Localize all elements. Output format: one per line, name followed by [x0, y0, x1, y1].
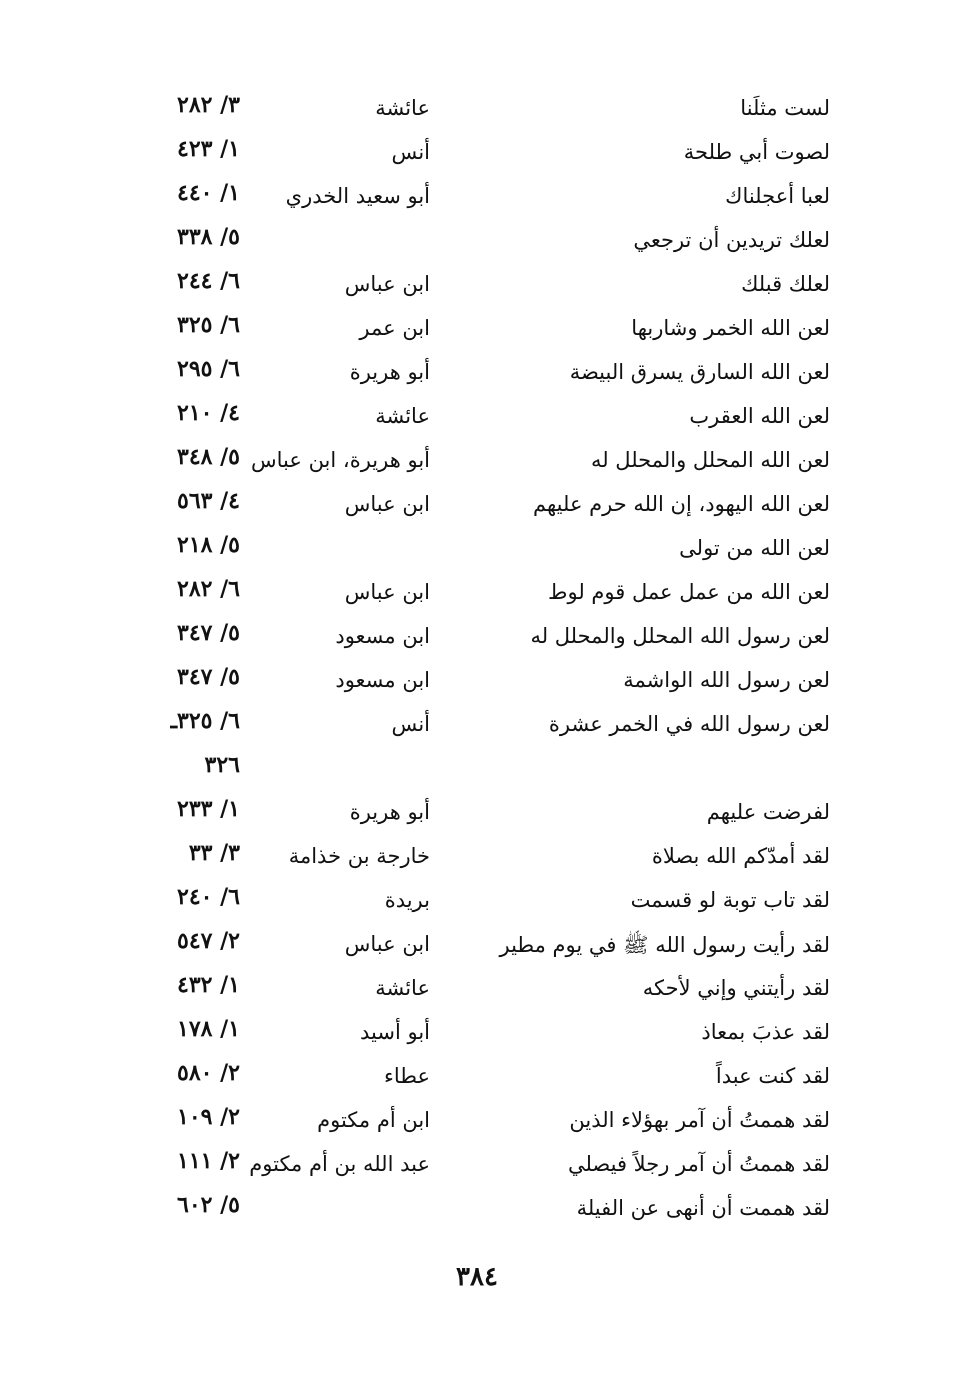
- volume-page-reference: ١/ ٤٣٢: [177, 972, 240, 998]
- hadith-text: لقد رأيت رسول الله ﷺ في يوم مطير: [499, 933, 830, 957]
- narrator-name: عائشة: [375, 96, 430, 120]
- hadith-text: لعن الله اليهود، إن الله حرم عليهم: [533, 492, 830, 516]
- index-row: [120, 1104, 840, 1148]
- volume-page-reference: ٥/ ٣٤٧: [177, 620, 240, 646]
- hadith-text: لفرضت عليهم: [706, 800, 830, 824]
- hadith-text: لعن الله المحلل والمحلل له: [590, 448, 830, 472]
- index-row: [120, 180, 840, 224]
- narrator-name: عطاء: [383, 1064, 430, 1088]
- index-row: [120, 136, 840, 180]
- index-row: [120, 1060, 840, 1104]
- narrator-name: عبد الله بن أم مكتوم: [249, 1152, 430, 1176]
- hadith-text: لصوت أبي طلحة: [683, 140, 830, 164]
- narrator-name: أبو هريرة، ابن عباس: [251, 448, 430, 472]
- narrator-name: خارجة بن خذامة: [288, 844, 430, 868]
- hadith-text: لقد رأيتني وإني لأحكه: [642, 976, 830, 1000]
- volume-page-reference: ٤/ ٢١٠: [177, 400, 240, 426]
- hadith-text: لعن الله العقرب: [689, 404, 830, 428]
- hadith-text: لعن الله من عمل عمل قوم لوط: [548, 580, 830, 604]
- hadith-text: لعلك قبلك: [741, 272, 830, 296]
- hadith-index-list: [120, 92, 840, 1236]
- volume-page-reference: ٣/ ٢٨٢: [177, 92, 240, 118]
- narrator-name: ابن أم مكتوم: [317, 1108, 430, 1132]
- index-row: [120, 268, 840, 312]
- volume-page-reference: ١/ ٢٣٣: [177, 796, 240, 822]
- narrator-name: بريدة: [384, 888, 430, 912]
- narrator-name: ابن عباس: [344, 932, 430, 956]
- hadith-text: لعن رسول الله المحلل والمحلل له: [530, 624, 830, 648]
- hadith-text: لقد هممتُ أن آمر رجلاً فيصلي: [567, 1152, 830, 1176]
- hadith-text: لعبا أعجلناك: [725, 184, 830, 208]
- narrator-name: أنس: [391, 712, 430, 736]
- volume-page-reference: ٢/ ٥٤٧: [177, 928, 240, 954]
- index-row: [120, 1192, 840, 1236]
- narrator-name: أبو هريرة: [349, 800, 430, 824]
- hadith-text: لعلك تريدين أن ترجعي: [633, 228, 830, 252]
- index-row: [120, 224, 840, 268]
- hadith-text: لقد عذبَ بمعاذ: [701, 1020, 830, 1044]
- narrator-name: ابن عمر: [359, 316, 430, 340]
- volume-page-reference: ٥/ ٣٣٨: [177, 224, 240, 250]
- hadith-text: لقد تاب توبة لو قسمت: [630, 888, 830, 912]
- volume-page-reference: ٥/ ٦٠٢: [177, 1192, 240, 1218]
- index-row: [120, 796, 840, 840]
- index-row: [120, 488, 840, 532]
- volume-page-reference: ٢/ ٥٨٠: [177, 1060, 240, 1086]
- index-row: [120, 312, 840, 356]
- volume-page-reference: ٦/ ٢٩٥: [177, 356, 240, 382]
- hadith-text: لست مثلَنا: [740, 96, 830, 120]
- volume-page-reference: ٢/ ١٠٩: [177, 1104, 240, 1130]
- narrator-name: ابن مسعود: [335, 624, 430, 648]
- index-row: [120, 576, 840, 620]
- hadith-text: لعن رسول الله الواشمة: [623, 668, 830, 692]
- volume-page-reference: ١/ ٤٢٣: [177, 136, 240, 162]
- hadith-text: لقد كنت عبداً: [715, 1064, 830, 1088]
- volume-page-reference: ٦/ ٣٢٥: [177, 312, 240, 338]
- page-number: ٣٨٤: [456, 1262, 498, 1292]
- hadith-text: لقد هممت أن أنهى عن الفيلة: [576, 1196, 830, 1220]
- narrator-name: أبو أسيد: [360, 1020, 430, 1044]
- volume-page-reference: ٦/ ٢٨٢: [177, 576, 240, 602]
- narrator-name: ابن عباس: [344, 272, 430, 296]
- volume-page-reference: ٤/ ٥٦٣: [177, 488, 240, 514]
- narrator-name: عائشة: [375, 404, 430, 428]
- volume-page-reference: ٦/ ٢٤٠: [177, 884, 240, 910]
- index-row: [120, 444, 840, 488]
- narrator-name: أبو هريرة: [349, 360, 430, 384]
- volume-page-reference: ١/ ١٧٨: [177, 1016, 240, 1042]
- index-row: [120, 356, 840, 400]
- index-row: [120, 1148, 840, 1192]
- index-row: [120, 708, 840, 752]
- index-row: [120, 840, 840, 884]
- volume-page-reference: ١/ ٤٤٠: [177, 180, 240, 206]
- hadith-text: لعن الله الخمر وشاربها: [631, 316, 830, 340]
- volume-page-reference: ٥/ ٢١٨: [177, 532, 240, 558]
- narrator-name: ابن عباس: [344, 492, 430, 516]
- volume-page-reference: ٥/ ٣٤٨: [177, 444, 240, 470]
- volume-page-reference: ٣٢٦: [204, 752, 240, 778]
- hadith-text: لقد أمدّكم الله بصلاة: [651, 844, 830, 868]
- index-row: [120, 884, 840, 928]
- hadith-text: لعن رسول الله في الخمر عشرة: [548, 712, 830, 736]
- narrator-name: أبو سعيد الخدري: [285, 184, 430, 208]
- volume-page-reference: ٢/ ١١١: [177, 1148, 240, 1174]
- index-row: [120, 400, 840, 444]
- index-row: [120, 752, 840, 796]
- index-row: [120, 1016, 840, 1060]
- hadith-text: لقد هممتُ أن آمر بهؤلاء الذين: [569, 1108, 830, 1132]
- hadith-text: لعن الله من تولى: [679, 536, 830, 560]
- volume-page-reference: ٥/ ٣٤٧: [177, 664, 240, 690]
- narrator-name: ابن عباس: [344, 580, 430, 604]
- hadith-text: لعن الله السارق يسرق البيضة: [569, 360, 830, 384]
- volume-page-reference: ٣/ ٣٣: [188, 840, 240, 866]
- index-row: [120, 928, 840, 972]
- index-row: [120, 664, 840, 708]
- volume-page-reference: ٦/ ٢٤٤: [177, 268, 240, 294]
- volume-page-reference: ٦/ ٣٢٥ـ: [170, 708, 240, 734]
- index-row: [120, 972, 840, 1016]
- narrator-name: أنس: [391, 140, 430, 164]
- narrator-name: ابن مسعود: [335, 668, 430, 692]
- index-row: [120, 532, 840, 576]
- narrator-name: عائشة: [375, 976, 430, 1000]
- index-row: [120, 620, 840, 664]
- index-row: [120, 92, 840, 136]
